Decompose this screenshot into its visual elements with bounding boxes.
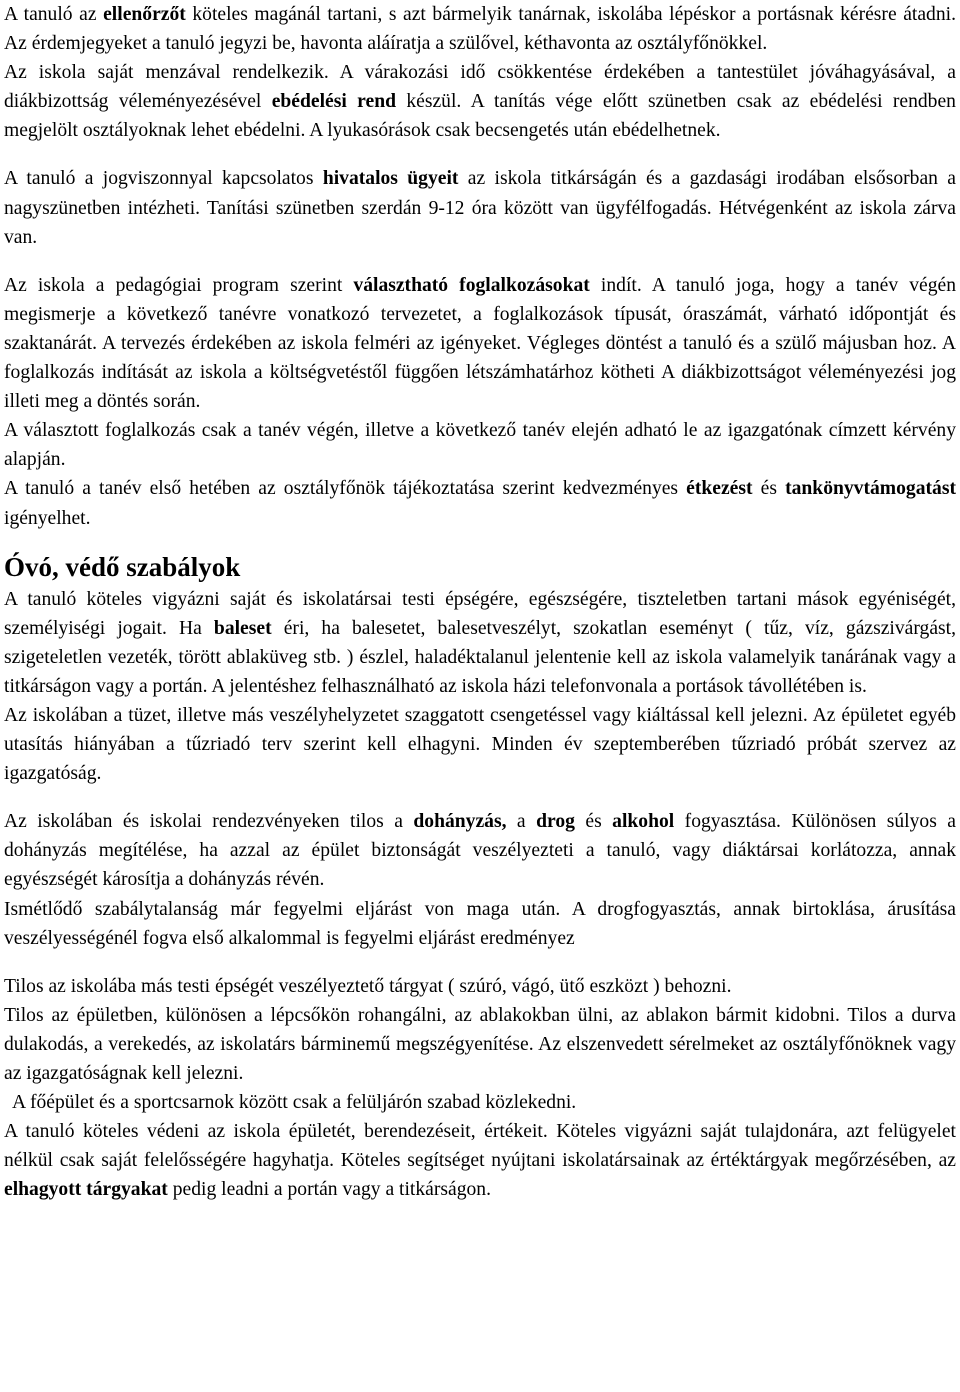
spacer xyxy=(4,953,956,972)
text-run: és xyxy=(752,478,786,500)
text-run: és xyxy=(574,811,613,833)
text-run: indít. A tanuló joga, hogy a tanév végén megismerje a következő tanévre vonatkozó tervezetet, a foglalkozások típusát, óraszámát, várható időpontját és szaktanárát. A tervezés érdekében az iskola felméri az igényeket. Végleges döntést a tanuló és a szülő májusban hoz. A foglalkozás indítását az iskola a költségvetéstől függően létszámhatárhoz kötheti A diákbizottságot véleményezési jog illeti meg a döntés során. xyxy=(4,274,956,413)
paragraph-hivatalos-ugyek xyxy=(4,164,956,251)
spacer xyxy=(4,788,956,807)
text-run: készül. A tanítás vége előtt szünetben csak az ebédelési rendben megjelölt osztályoknak lehet ebédelni. A lyukasórások csak becsengetés után ebédelhetnek. xyxy=(4,91,956,142)
bold-term-etkezest: étkezést xyxy=(686,478,753,500)
bold-term-dohanyzas: dohányzás, xyxy=(413,811,507,833)
paragraph-ellenorzo xyxy=(4,0,956,58)
text-run: fogyasztása. Különösen súlyos a dohányzás megítélése, ha azzal az épület biztonságát veszélyezteti a tanuló, vagy diáktársai korlátozza, annak egyészségét károsítja a dohányzás révén. xyxy=(4,811,956,891)
bold-term-ebedelesi-rend: ebédelési rend xyxy=(271,91,396,113)
spacer xyxy=(4,145,956,164)
paragraph-valaszthato-foglalkozasok xyxy=(4,271,956,416)
bold-term-ellenorzo: ellenőrzőt xyxy=(103,4,186,25)
text-run: pedig leadni a portán vagy a titkárságon. xyxy=(167,1179,492,1201)
spacer xyxy=(4,252,956,271)
paragraph-tuz-veszelyhelyzet: Az iskolában a tüzet, illetve más veszélyhelyzetet szaggatott csengetéssel vagy kiáltással kell jelezni. Az épületet egyéb utasítás hiányában a tűzriadó terv szerint kell elhagyni. Minden év szeptemberében tűzriadó próbát szervez az igazgatóság. xyxy=(4,704,956,785)
paragraph-menza xyxy=(4,58,956,145)
bold-term-drog: drog xyxy=(536,811,575,833)
bold-term-elhagyott-targyakat: elhagyott tárgyakat xyxy=(4,1179,168,1201)
text-run: A tanuló a tanév első hetében az osztályfőnök tájékoztatása szerint kedvezményes xyxy=(4,478,687,500)
text-run: igényelhet. xyxy=(4,507,91,529)
text-run: éri, ha balesetet, balesetveszélyt, szokatlan eseményt ( tűz, víz, gázszivárgást, szigeteletlen vezeték, törött ablaküveg stb. ) észlel, haladéktalanul jelentenie kell az iskola valamelyik tanárának vagy a titkárságon vagy a portán. A jelentéshez felhasználható az iskola házi telefonvonala a portások távollétében is. xyxy=(4,617,956,697)
text-run: Az iskolában és iskolai rendezvényeken tilos a xyxy=(4,811,414,833)
bold-term-tankonyvtamogatast: tankönyvtámogatást xyxy=(785,478,956,500)
bold-term-baleset: baleset xyxy=(213,617,272,639)
text-run: A tanuló a jogviszonnyal kapcsolatos xyxy=(4,168,323,190)
paragraph-epuleti-tilalmak: Tilos az épületben, különösen a lépcsőkön rohangálni, az ablakokban ülni, az ablakon bármit kidobni. Tilos a durva dulakodás, a verekedés, az iskolatárs bárminemű megszégyenítése. Az elszenvedett sérelmeket az osztályfőnöknek vagy az igazgatóságnak kell jelezni. xyxy=(4,1004,956,1084)
bold-term-alkohol: alkohol xyxy=(612,811,675,833)
paragraph-dohanyzas-drog-alkohol xyxy=(4,807,956,894)
section-heading: Óvó, védő szabályok xyxy=(4,551,241,582)
paragraph-fegyelmi-eljaras: Ismétlődő szabálytalanság már fegyelmi eljárást von maga után. A drogfogyasztás, annak birtoklása, árusítása veszélyességénél fogva első alkalommal is fegyelmi eljárást eredményez xyxy=(4,898,956,949)
paragraph-foglalkozas-leadas: A választott foglalkozás csak a tanév végén, illetve a következő tanév elején adható le az igazgatónak címzett kérvény alapján. xyxy=(4,420,956,471)
paragraph-ertekek-vedelme xyxy=(4,1117,956,1204)
paragraph-etkezes-tamogatas xyxy=(4,474,956,532)
text-run: A tanuló köteles vigyázni saját és iskolatársai testi épségére, egészségére, tiszteletben tartani mások egyéniségét, személyiségi jogait. Ha xyxy=(4,588,956,639)
text-run: Az iskola a pedagógiai program szerint xyxy=(4,274,354,296)
text-run: az iskola titkárságán és a gazdasági irodában elsősorban a nagyszünetben intézheti. Tanítási szünetben szerdán 9-12 óra között van ügyfélfogadás. Hétvégenként az iskola zárva van. xyxy=(4,168,956,248)
paragraph-baleset xyxy=(4,585,956,701)
bold-term-valaszthato-foglalkozasokat: választható foglalkozásokat xyxy=(353,274,590,296)
text-run: A tanuló köteles védeni az iskola épületét, berendezéseit, értékeit. Köteles vigyázni saját tulajdonára, azt felügyelet nélkül csak saját felelősségére hagyhatja. Köteles segítséget nyújtani iskolatársainak az értéktárgyak megőrzésében, az xyxy=(4,1121,956,1172)
document-page xyxy=(4,0,956,1204)
text-run: Az iskola saját menzával rendelkezik. A várakozási idő csökkentése érdekében a tantestület jóváhagyásával, a diákbizottság véleményezésével xyxy=(4,62,956,113)
paragraph-feluljaro: A főépület és a sportcsarnok között csak a felüljárón szabad közlekedni. xyxy=(12,1092,577,1114)
text-run: a xyxy=(506,811,537,833)
bold-term-hivatalos-ugyeit: hivatalos ügyeit xyxy=(322,168,459,190)
text-run: A tanuló az xyxy=(4,4,104,25)
text-run: köteles magánál tartani, s azt bármelyik tanárnak, iskolába lépéskor a portásnak kérésre átadni. Az érdemjegyeket a tanuló jegyzi be, havonta aláíratja a szülővel, kéthavonta az osztályfőnökkel. xyxy=(4,4,956,55)
spacer xyxy=(4,533,956,549)
paragraph-veszelyes-targyak: Tilos az iskolába más testi épségét veszélyeztető tárgyat ( szúró, vágó, ütő eszközt ) behozni. xyxy=(4,975,732,997)
